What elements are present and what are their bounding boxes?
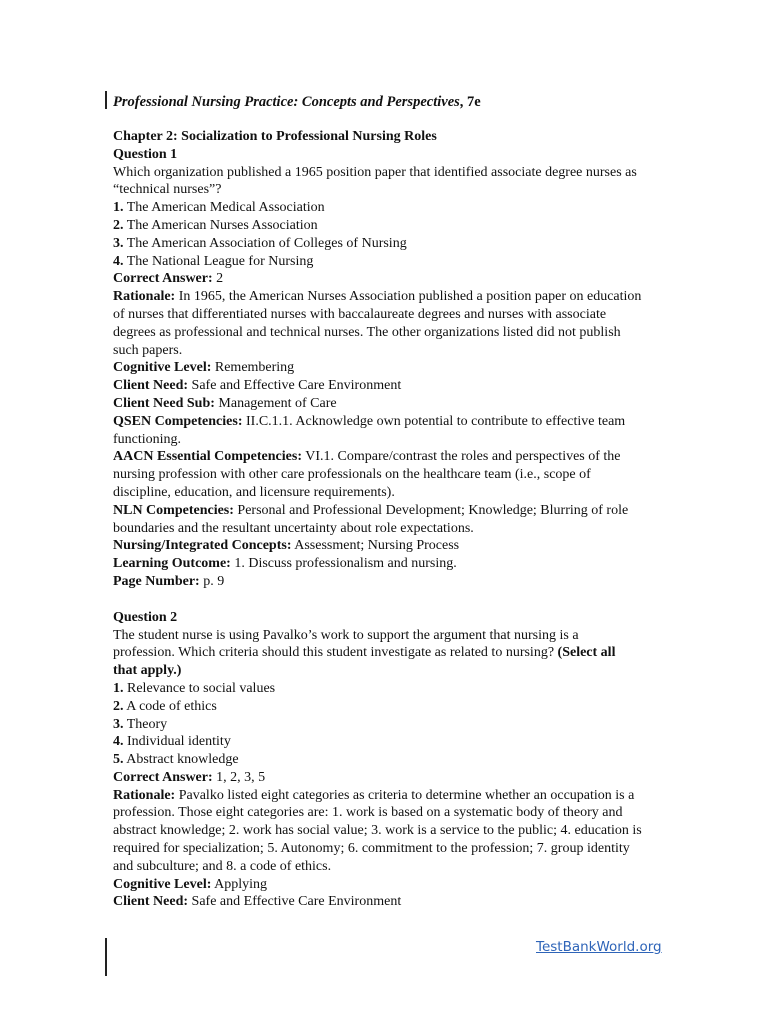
option-number: 4. bbox=[113, 253, 124, 269]
option-text: Abstract knowledge bbox=[123, 752, 239, 768]
document-body bbox=[113, 128, 643, 911]
q2-option bbox=[113, 716, 643, 734]
option-number: 3. bbox=[113, 716, 124, 732]
field-label: Rationale: bbox=[113, 289, 176, 305]
q2-correct-answer bbox=[113, 769, 643, 787]
q2-rationale bbox=[113, 787, 643, 876]
q2-option bbox=[113, 698, 643, 716]
field-value: Assessment; Nursing Process bbox=[291, 538, 460, 554]
document-header bbox=[113, 93, 481, 111]
field-label: Client Need Sub: bbox=[113, 395, 215, 411]
field-label: Cognitive Level: bbox=[113, 360, 212, 376]
q1-option bbox=[113, 235, 643, 253]
field-value: Safe and Effective Care Environment bbox=[188, 378, 402, 394]
option-text: Relevance to social values bbox=[123, 680, 276, 696]
chapter-title: Chapter 2: Socialization to Professional Nursing Roles bbox=[113, 129, 437, 144]
q1-client-need-sub bbox=[113, 395, 643, 413]
field-value: II.C.1.1. Acknowledge own potential to contribute to effective team functioning. bbox=[113, 413, 626, 447]
q1-learning-outcome bbox=[113, 555, 643, 573]
field-label: Cognitive Level: bbox=[113, 876, 212, 892]
q1-integrated-concepts bbox=[113, 537, 643, 555]
field-label: Client Need: bbox=[113, 378, 189, 394]
book-edition: , 7e bbox=[459, 94, 481, 110]
option-text: The American Nurses Association bbox=[123, 217, 318, 233]
option-number: 1. bbox=[113, 200, 124, 216]
option-text: Individual identity bbox=[123, 734, 231, 750]
q1-aacn bbox=[113, 448, 643, 501]
select-all-note: (Select all that apply.) bbox=[113, 645, 616, 679]
option-text: A code of ethics bbox=[123, 698, 217, 714]
field-label: NLN Competencies: bbox=[113, 502, 234, 518]
footer-website-link[interactable]: TestBankWorld.org bbox=[536, 939, 662, 955]
field-label: Client Need: bbox=[113, 894, 189, 910]
q2-option bbox=[113, 733, 643, 751]
q1-cognitive-level bbox=[113, 359, 643, 377]
q2-option bbox=[113, 680, 643, 698]
question-2-stem bbox=[113, 627, 643, 680]
field-value: Management of Care bbox=[214, 395, 337, 411]
field-value: 2 bbox=[212, 271, 224, 287]
field-value: Personal and Professional Development; Knowledge; Blurring of role boundaries and the resultant uncertainty about role expectations. bbox=[113, 502, 629, 536]
book-title: Professional Nursing Practice: Concepts and Perspectives bbox=[113, 94, 460, 110]
q2-client-need bbox=[113, 893, 643, 911]
field-label: Correct Answer: bbox=[113, 271, 213, 287]
stem-text: The student nurse is using Pavalko’s work to support the argument that nursing is a profession. Which criteria should this student investigate as related to nursing? bbox=[113, 627, 579, 661]
q2-cognitive-level bbox=[113, 876, 643, 894]
q1-option bbox=[113, 217, 643, 235]
field-value: Safe and Effective Care Environment bbox=[188, 894, 402, 910]
field-value: VI.1. Compare/contrast the roles and perspectives of the nursing profession with other care professionals on the healthcare team (i.e., scope of discipline, education, and licensure requirements). bbox=[113, 449, 621, 500]
option-text: The National League for Nursing bbox=[123, 253, 314, 269]
field-label: Correct Answer: bbox=[113, 769, 213, 785]
option-text: The American Medical Association bbox=[123, 200, 325, 216]
question-2-heading: Question 2 bbox=[113, 609, 178, 625]
field-label: Learning Outcome: bbox=[113, 556, 231, 572]
field-label: Page Number: bbox=[113, 573, 200, 589]
option-number: 5. bbox=[113, 752, 124, 768]
header-revision-bar bbox=[105, 91, 107, 109]
option-number: 2. bbox=[113, 217, 124, 233]
q1-option bbox=[113, 253, 643, 271]
option-text: The American Association of Colleges of Nursing bbox=[123, 235, 407, 251]
field-value: Remembering bbox=[211, 360, 295, 376]
field-label: Rationale: bbox=[113, 787, 176, 803]
field-value: Applying bbox=[211, 876, 267, 892]
q1-qsen bbox=[113, 413, 643, 449]
q2-option bbox=[113, 751, 643, 769]
q1-option bbox=[113, 199, 643, 217]
field-label: AACN Essential Competencies: bbox=[113, 449, 302, 465]
field-label: Nursing/Integrated Concepts: bbox=[113, 538, 292, 554]
field-label: QSEN Competencies: bbox=[113, 413, 243, 429]
option-number: 4. bbox=[113, 734, 124, 750]
question-1-stem: Which organization published a 1965 position paper that identified associate degree nurses as “technical nurses”? bbox=[113, 164, 637, 198]
q1-rationale bbox=[113, 288, 643, 359]
footer-revision-bar bbox=[105, 938, 107, 976]
option-number: 1. bbox=[113, 680, 124, 696]
q1-page-number bbox=[113, 573, 643, 591]
option-number: 2. bbox=[113, 698, 124, 714]
paragraph-gap bbox=[113, 591, 643, 609]
q1-client-need bbox=[113, 377, 643, 395]
field-value: In 1965, the American Nurses Association published a position paper on education of nurses that differentiated nurses with baccalaureate degrees and nurses with associate degrees as professional and technical nurses. The other organizations listed did not publish such papers. bbox=[113, 289, 642, 358]
field-value: p. 9 bbox=[199, 573, 225, 589]
field-value: 1, 2, 3, 5 bbox=[212, 769, 266, 785]
option-text: Theory bbox=[123, 716, 168, 732]
q1-correct-answer bbox=[113, 270, 643, 288]
q1-nln bbox=[113, 502, 643, 538]
option-number: 3. bbox=[113, 235, 124, 251]
question-1-heading: Question 1 bbox=[113, 146, 178, 162]
field-value: Pavalko listed eight categories as criteria to determine whether an occupation is a profession. Those eight categories are: 1. work is based on a systematic body of theory and abstract knowledge; 2. work has social value; 3. work is a service to the public; 4. education is required for specialization; 5. Autonomy; 6. commitment to the profession; 7. group identity and subculture; and 8. a code of ethics. bbox=[113, 787, 642, 874]
field-value: 1. Discuss professionalism and nursing. bbox=[230, 556, 457, 572]
